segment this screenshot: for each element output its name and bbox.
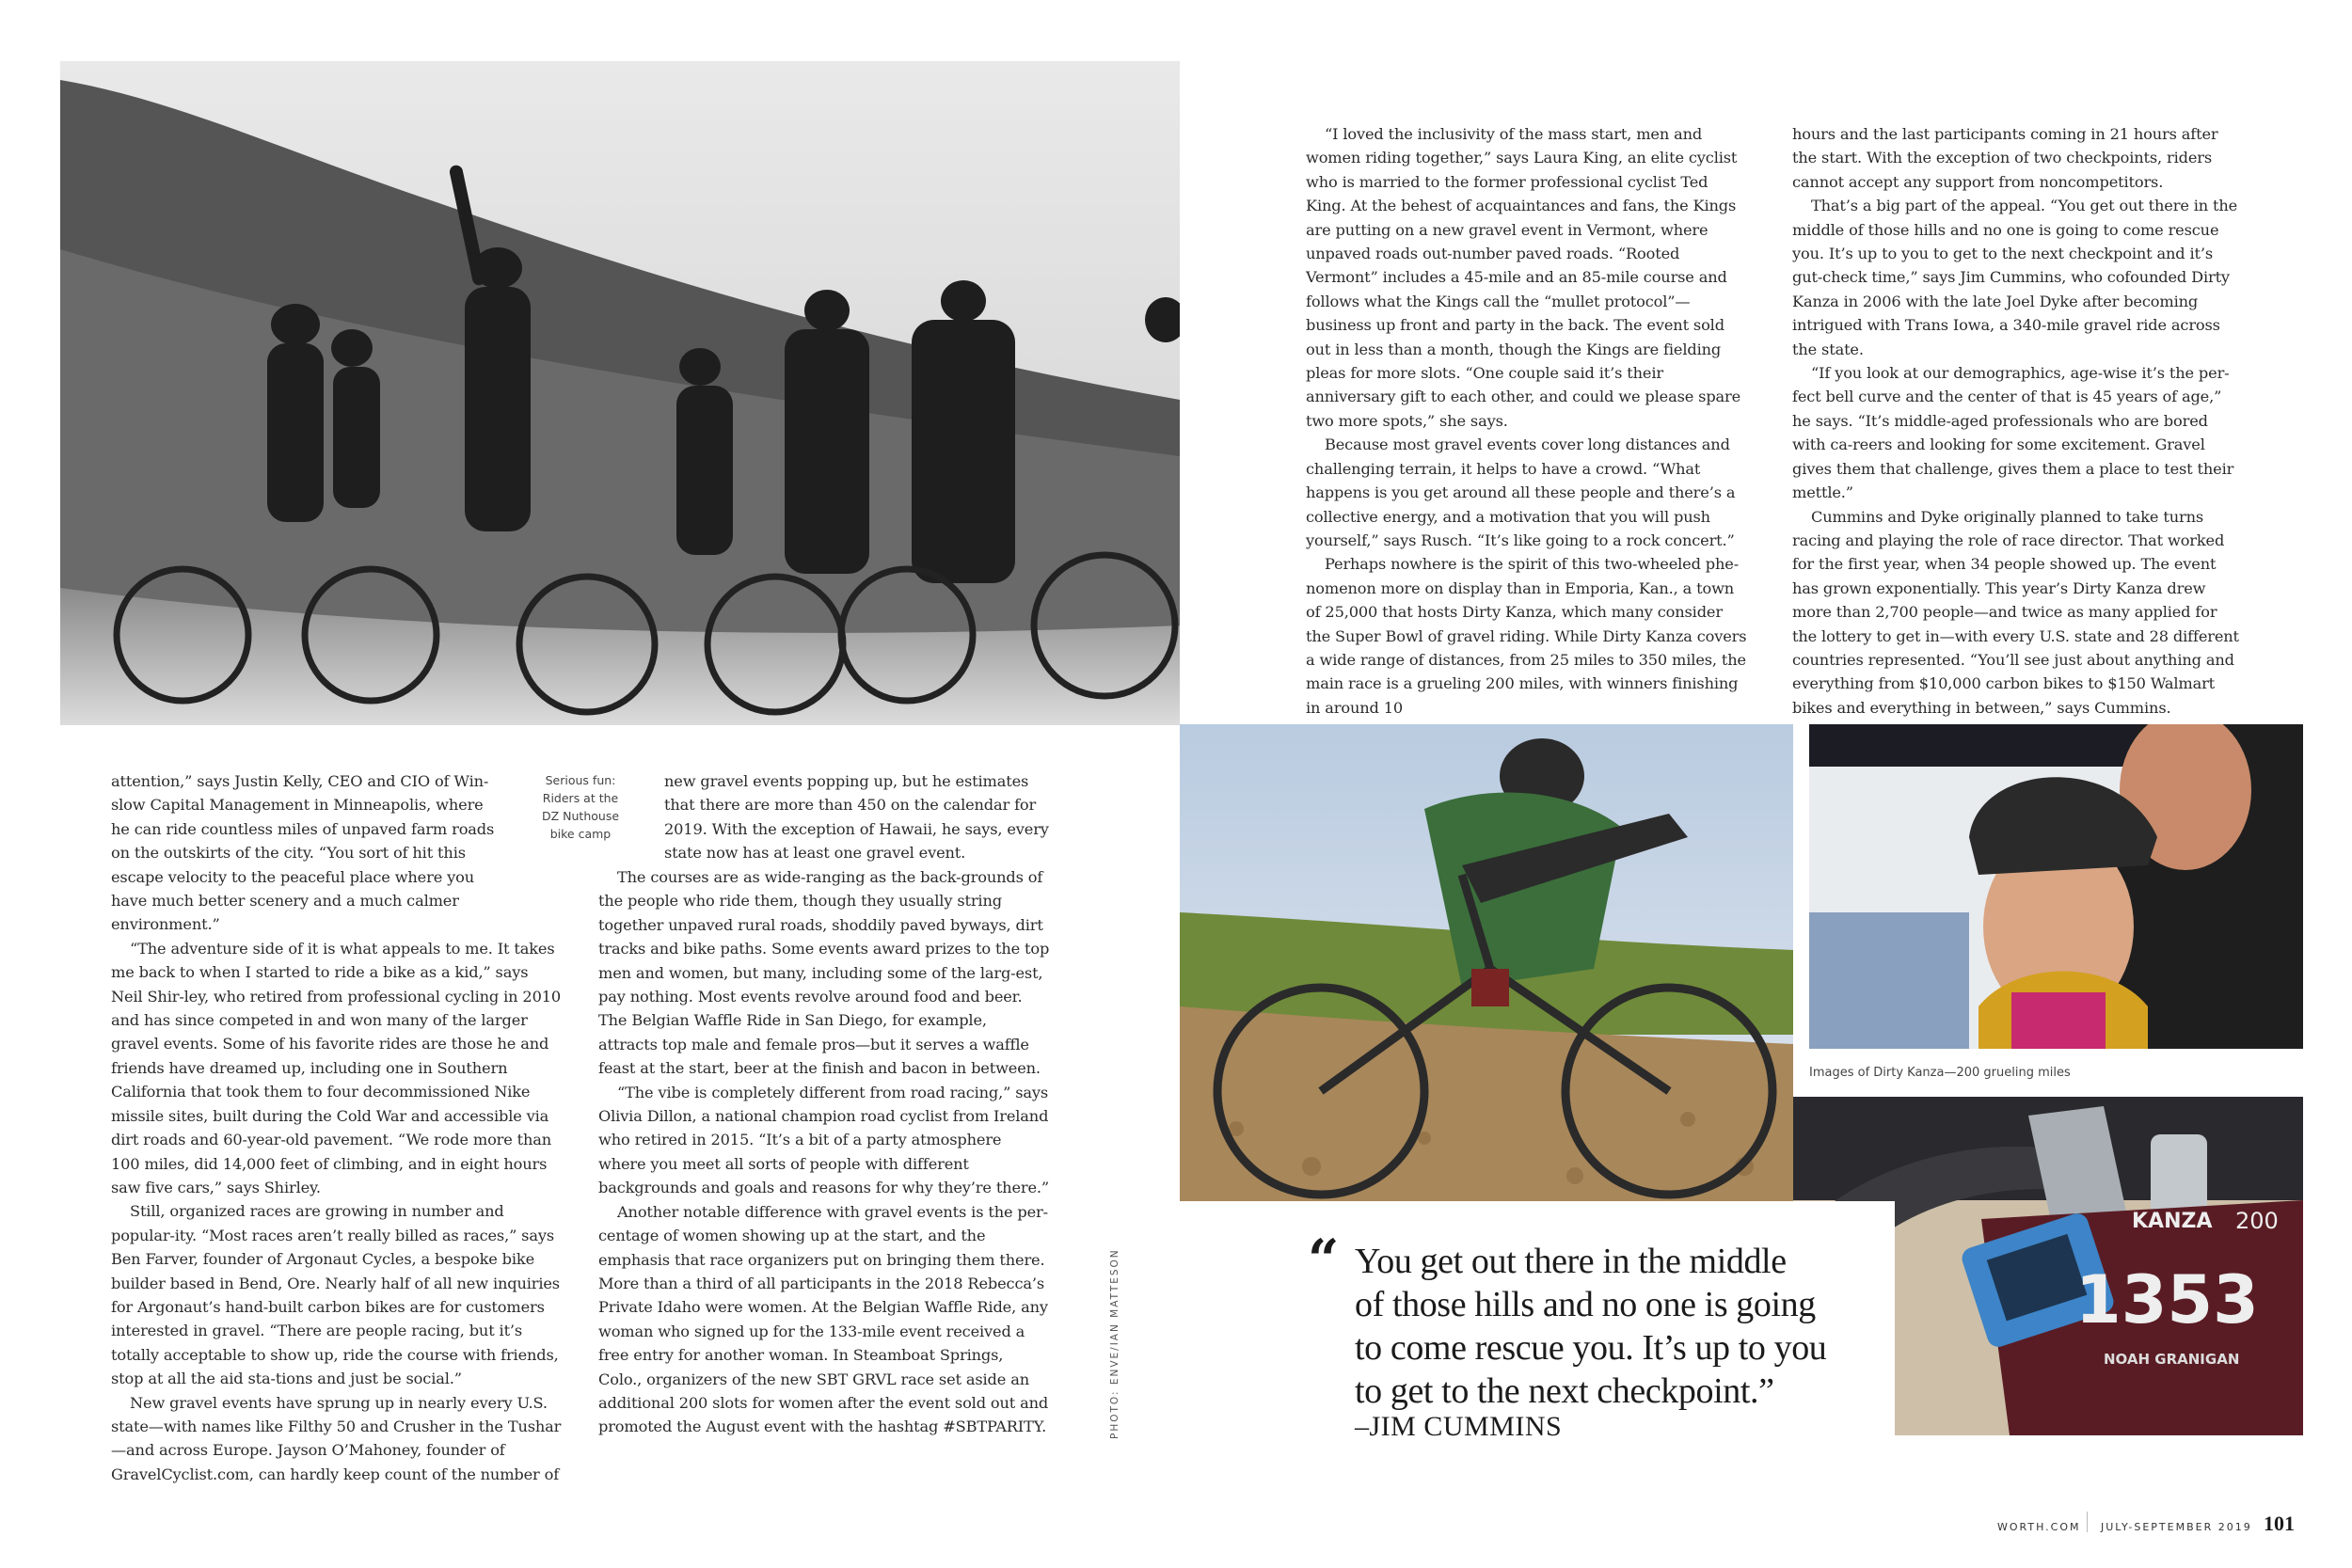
paragraph: New gravel events have sprung up in nearly every U.S. state—with names like Filthy 50 and Crusher in the Tushar—and across Europe. Jayson O’Mahoney, founder of GravelCyclist.com, can hardly keep count of the number of [111,1393,562,1483]
bib-event: KANZA [2132,1210,2213,1233]
paragraph: Cummins and Dyke originally planned to take turns racing and playing the role of race director. That worked for the first year, when 34 people showed up. The event has grown exponentially. This year’s Dirty Kanza drew more than 2,700 people—and twice as many applied for the lottery to get in—with every U.S. state and 28 different countries represented. “You’ll see just about anything and everything from $10,000 carbon bikes to $150 Walmart bikes and everything in between,” says Cummins. [1792,507,2239,717]
quote-mark-icon: “ [1308,1227,1340,1291]
dirty-kanza-caption [1809,1066,2071,1080]
top-photo-caption [538,771,623,843]
pull-quote-attribution: –JIM CUMMINS [1355,1411,1563,1442]
credit-text: PHOTO: ENVE/IAN MATTESON [1109,1248,1120,1439]
bib-number: 1353 [2075,1261,2259,1338]
footer-site: WORTH.COM [1997,1521,2081,1533]
footer-divider [2087,1512,2088,1532]
pull-quote-line: of those hills and no one is going [1355,1285,1816,1324]
bib-name: NOAH GRANIGAN [2104,1351,2240,1368]
pull-quote-text [1355,1240,1882,1413]
paragraph: new gravel events popping up, but he estimates that there are more than 450 on the calendar for 2019. With the exception of Hawaii, he says, every state now has at least one gravel event. [664,772,1049,863]
top-photo-cyclists-group [60,61,1180,725]
caption-text: Images of Dirty Kanza—200 grueling miles [1809,1066,2071,1080]
paragraph: The courses are as wide-ranging as the back-grounds of the people who ride them, though they usually string together unpaved rural roads, shoddily paved byways, dirt tracks and bike paths. Some events award prizes to the top men and women, but many, including some of the larg-est, pay nothing. Most events revolve around food and beer. The Belgian Waffle Ride in San Diego, for example, attracts top male and female pros—but it serves a waffle feast at the start, beer at the finish and bacon in between. [598,868,1050,1078]
article-column-left-bottom-1 [111,769,563,1486]
paragraph: “I loved the inclusivity of the mass start, men and women riding together,” says Laura King, an elite cyclist who is married to the former professional cyclist Ted King. At the behest of acquaintances and fans, the Kings are putting on a new gravel event in Vermont, where unpaved roads out-number paved roads. “Rooted Vermont” includes a 45-mile and an 85-mile course and follows what the Kings call the “mullet protocol”—business up front and party in the back. The event sold out in less than a month, though the Kings are fielding pleas for more slots. “One couple said it’s their anniversary gift to each other, and could we please spare two more spots,” she says. [1306,125,1741,430]
pull-quote-line: You get out there in the middle [1355,1242,1787,1281]
pull-quote-line: to come rescue you. It’s up to you [1355,1328,1827,1368]
paragraph: Perhaps nowhere is the spirit of this two-wheeled phe-nomenon more on display than in Emporia, Kan., a town of 25,000 that hosts Dirty Kanza, which many consider the Super Bowl of gravel riding. While Dirty Kanza covers a wide range of distances, from 25 miles to 350 miles, the main race is a grueling 200 miles, with winners finishing in around 10 [1306,555,1747,717]
pull-quote-line: to get to the next checkpoint.” [1355,1371,1774,1411]
photo-cyclist-leaning [1180,724,1793,1201]
paragraph: Because most gravel events cover long distances and challenging terrain, it helps to have a crowd. “What happens is you get around all these people and there’s a collective energy, and a motivation that you will push yourself,” says Rusch. “It’s like going to a rock concert.” [1306,436,1736,549]
caption-text: Serious fun: Riders at the DZ Nuthouse bike camp [541,773,620,841]
paragraph: attention,” says Justin Kelly, CEO and CIO of Win-slow Capital Management in Minneapolis, where he can ride countless miles of unpaved farm roads on the outskirts of the city. “You sort of hit this escape velocity to the peaceful place where you have much better scenery and a much calmer environment.” [111,772,495,934]
article-column-left-bottom-2 [598,865,1050,1439]
paragraph: Another notable difference with gravel events is the per-centage of women showing up at the start, and the emphasis that race organizers put on bringing them there. More than a third of all participants in the 2018 Rebecca’s Private Idaho were women. At the Belgian Waffle Ride, any woman who signed up for the 133-mile event received a free entry for another woman. In Steamboat Springs, Colo., organizers of the new SBT GRVL race set aside an additional 200 slots for women after the event sold out and promoted the August event with the hashtag #SBTPARITY. [598,1202,1049,1436]
paragraph: “The vibe is completely different from road racing,” says Olivia Dillon, a national champion road cyclist from Ireland who retired in 2015. “It’s a bit of a party atmosphere where you meet all sorts of people with different backgrounds and goals and reasons for why they’re there.” [598,1083,1050,1197]
photo-smiling-rider [1809,724,2303,1049]
paragraph: “The adventure side of it is what appeals to me. It takes me back to when I started to ride a bike as a kid,” says Neil Shir-ley, who retired from professional cycling in 2010 and has since competed in and won many of the larger gravel events. Some of his favorite rides are those he and friends have dreamed up, including one in Southern California that took them to four decommissioned Nike missile sites, built during the Cold War and accessible via dirt roads and 60-year-old pavement. “We rode more than 100 miles, did 14,000 feet of climbing, and in eight hours saw five cars,” says Shirley. [111,939,562,1196]
paragraph: hours and the last participants coming in 21 hours after the start. With the exception of two checkpoints, riders cannot accept any support from noncompetitors. [1792,125,2218,191]
paragraph: Still, organized races are growing in number and popular-ity. “Most races aren’t really billed as races,” says Ben Farver, founder of Argonaut Cycles, a bespoke bike builder based in Bend, Ore. Nearly half of all new inquiries for Argonaut’s hand-built carbon bikes are for customers interested in gravel. “There are people racing, but it’s totally acceptable to show up, ride the course with friends, stop at all the aid sta-tions and just be social.” [111,1202,560,1388]
article-column-right-top-2 [1792,122,2244,720]
paragraph: “If you look at our demographics, age-wise it’s the per-fect bell curve and the center of that is 45 years of age,” he says. “It’s middle-aged professionals who are bored with ca-reers and looking for some excitement. Gravel gives them that challenge, gives them a place to test their mettle.” [1792,364,2234,502]
footer-issue: JULY-SEPTEMBER 2019 [2101,1521,2252,1533]
article-column-right-top-1 [1306,122,1748,720]
page-number: 101 [2264,1512,2295,1535]
photo-credit-top [1108,1248,1121,1439]
paragraph: That’s a big part of the appeal. “You get out there in the middle of those hills and no one is going to come rescue you. It’s up to you to get to the next checkpoint and it’s gut-check time,” says Jim Cummins, who cofounded Dirty Kanza in 2006 with the late Joel Dyke after becoming intrigued with Trans Iowa, a 340-mile gravel ride across the state. [1792,197,2238,358]
article-column-left-bottom-2-top [664,769,1050,865]
bib-distance: 200 [2235,1208,2279,1234]
